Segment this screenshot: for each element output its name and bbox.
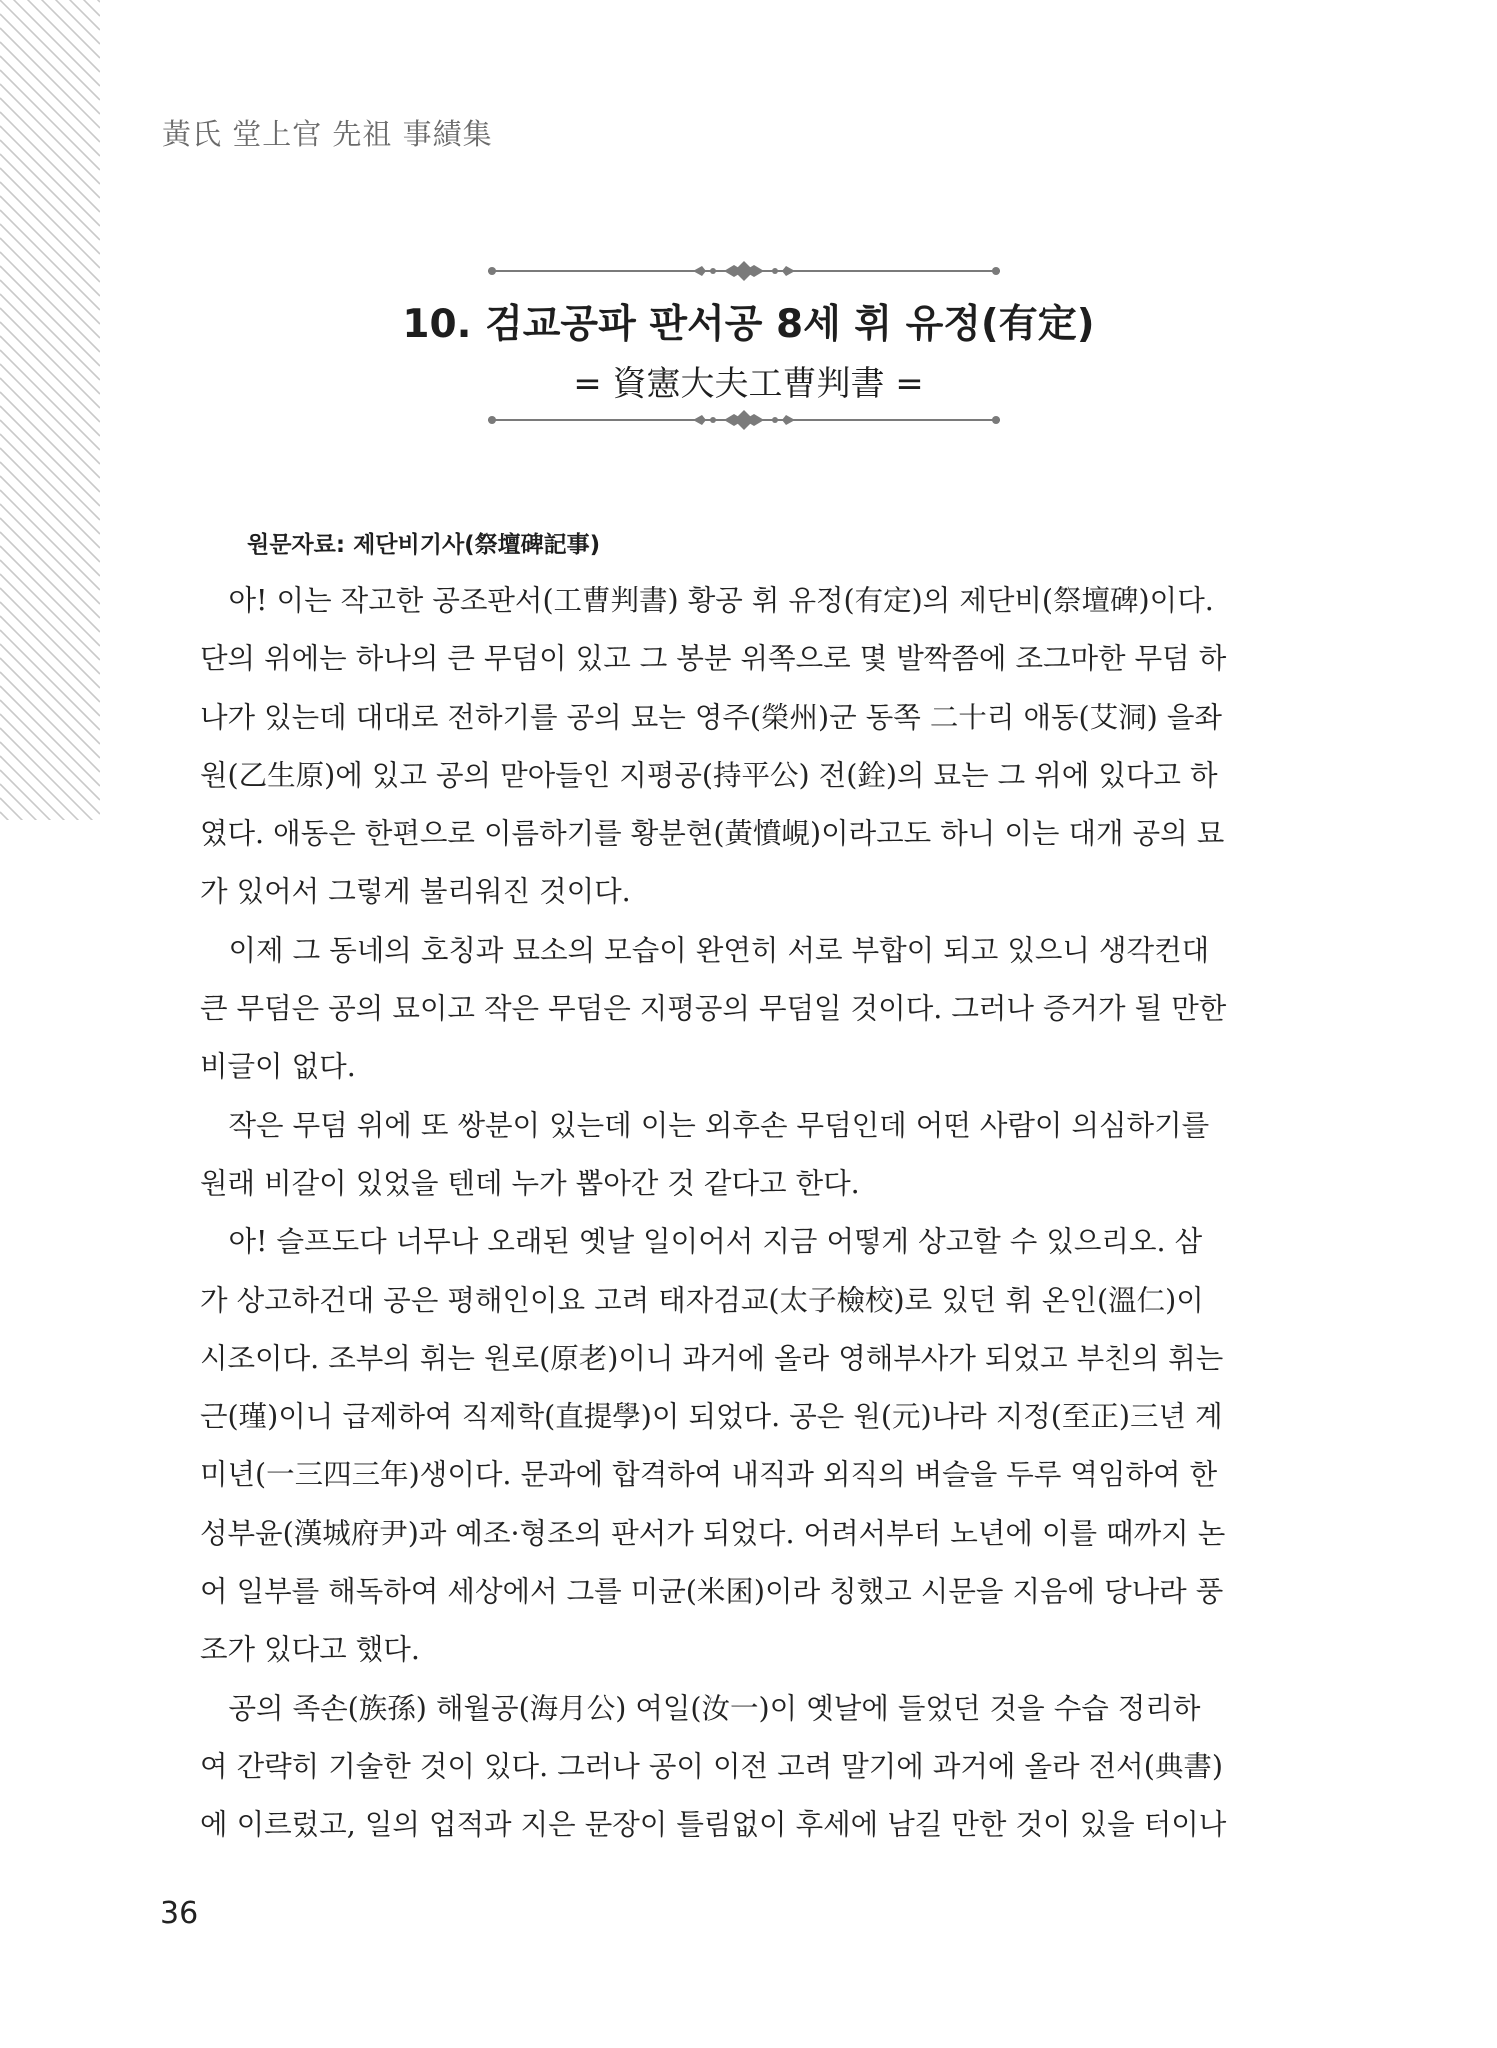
body-line: 에 이르렀고, 일의 업적과 지은 문장이 틀림없이 후세에 남길 만한 것이 있을 터이나 bbox=[200, 1808, 1227, 1842]
title-ornament-top bbox=[488, 257, 1000, 285]
body-line: 였다. 애동은 한편으로 이름하기를 황분현(黃憤峴)이라고도 하니 이는 대개 공의 묘 bbox=[200, 817, 1225, 851]
page-subtitle: = 資憲大夫工曹判書 = bbox=[573, 364, 924, 404]
body-line: 시조이다. 조부의 휘는 원로(原老)이니 과거에 올라 영해부사가 되었고 부친의 휘는 bbox=[200, 1341, 1224, 1375]
body-line: 나가 있는데 대대로 전하기를 공의 묘는 영주(榮州)군 동쪽 二十리 애동(艾洞) 을좌 bbox=[200, 700, 1222, 734]
body-line: 공의 족손(族孫) 해월공(海月公) 여일(汝一)이 옛날에 들었던 것을 수습 정리하 bbox=[200, 1691, 1201, 1725]
body-line: 큰 무덤은 공의 묘이고 작은 무덤은 지평공의 무덤일 것이다. 그러나 증거가 될 만한 bbox=[200, 992, 1227, 1026]
body-line: 성부윤(漢城府尹)과 예조·형조의 판서가 되었다. 어려서부터 노년에 이를 때까지 논 bbox=[200, 1516, 1226, 1550]
body-line: 단의 위에는 하나의 큰 무덤이 있고 그 봉분 위쪽으로 몇 발짝쯤에 조그마한 무덤 하 bbox=[200, 642, 1227, 676]
body-line: 근(瑾)이니 급제하여 직제학(直提學)이 되었다. 공은 원(元)나라 지정(至正)三년 계 bbox=[200, 1400, 1223, 1434]
page-number: 36 bbox=[160, 1896, 199, 1931]
body-text bbox=[200, 572, 1322, 1855]
body-line: 여 간략히 기술한 것이 있다. 그러나 공이 이전 고려 말기에 과거에 올라 전서(典書) bbox=[200, 1749, 1223, 1783]
body-line: 가 상고하건대 공은 평해인이요 고려 태자검교(太子檢校)로 있던 휘 온인(溫仁)이 bbox=[200, 1283, 1204, 1317]
diagonal-stripe-decoration bbox=[0, 0, 100, 820]
running-head: 黃氏 堂上官 先祖 事績集 bbox=[162, 117, 493, 151]
title-ornament-bottom bbox=[488, 406, 1000, 434]
body-line: 미년(一三四三年)생이다. 문과에 합격하여 내직과 외직의 벼슬을 두루 역임하여 한 bbox=[200, 1458, 1218, 1492]
body-line: 아! 슬프도다 너무나 오래된 옛날 일이어서 지금 어떻게 상고할 수 있으리오. 삼 bbox=[200, 1225, 1203, 1259]
body-line: 가 있어서 그렇게 불리워진 것이다. bbox=[200, 875, 631, 909]
body-line: 비글이 없다. bbox=[200, 1050, 356, 1084]
body-line: 이제 그 동네의 호칭과 묘소의 모습이 완연히 서로 부합이 되고 있으니 생각컨대 bbox=[200, 933, 1210, 967]
body-line: 원래 비갈이 있었을 텐데 누가 뽑아간 것 같다고 한다. bbox=[200, 1166, 860, 1200]
body-line: 아! 이는 작고한 공조판서(工曹判書) 황공 휘 유정(有定)의 제단비(祭壇碑)이다. bbox=[200, 584, 1214, 617]
body-line: 작은 무덤 위에 또 쌍분이 있는데 이는 외후손 무덤인데 어떤 사람이 의심하기를 bbox=[200, 1108, 1210, 1142]
body-line: 조가 있다고 했다. bbox=[200, 1633, 420, 1667]
body-line: 원(乙生原)에 있고 공의 맏아들인 지평공(持平公) 전(銓)의 묘는 그 위에 있다고 하 bbox=[200, 758, 1218, 792]
page-title: 10. 검교공파 판서공 8세 휘 유정(有定) bbox=[402, 302, 1095, 347]
body-line: 어 일부를 해독하여 세상에서 그를 미균(米囷)이라 칭했고 시문을 지음에 당나라 풍 bbox=[200, 1575, 1224, 1609]
source-material-label: 원문자료: 제단비기사(祭壇碑記事) bbox=[247, 532, 601, 558]
